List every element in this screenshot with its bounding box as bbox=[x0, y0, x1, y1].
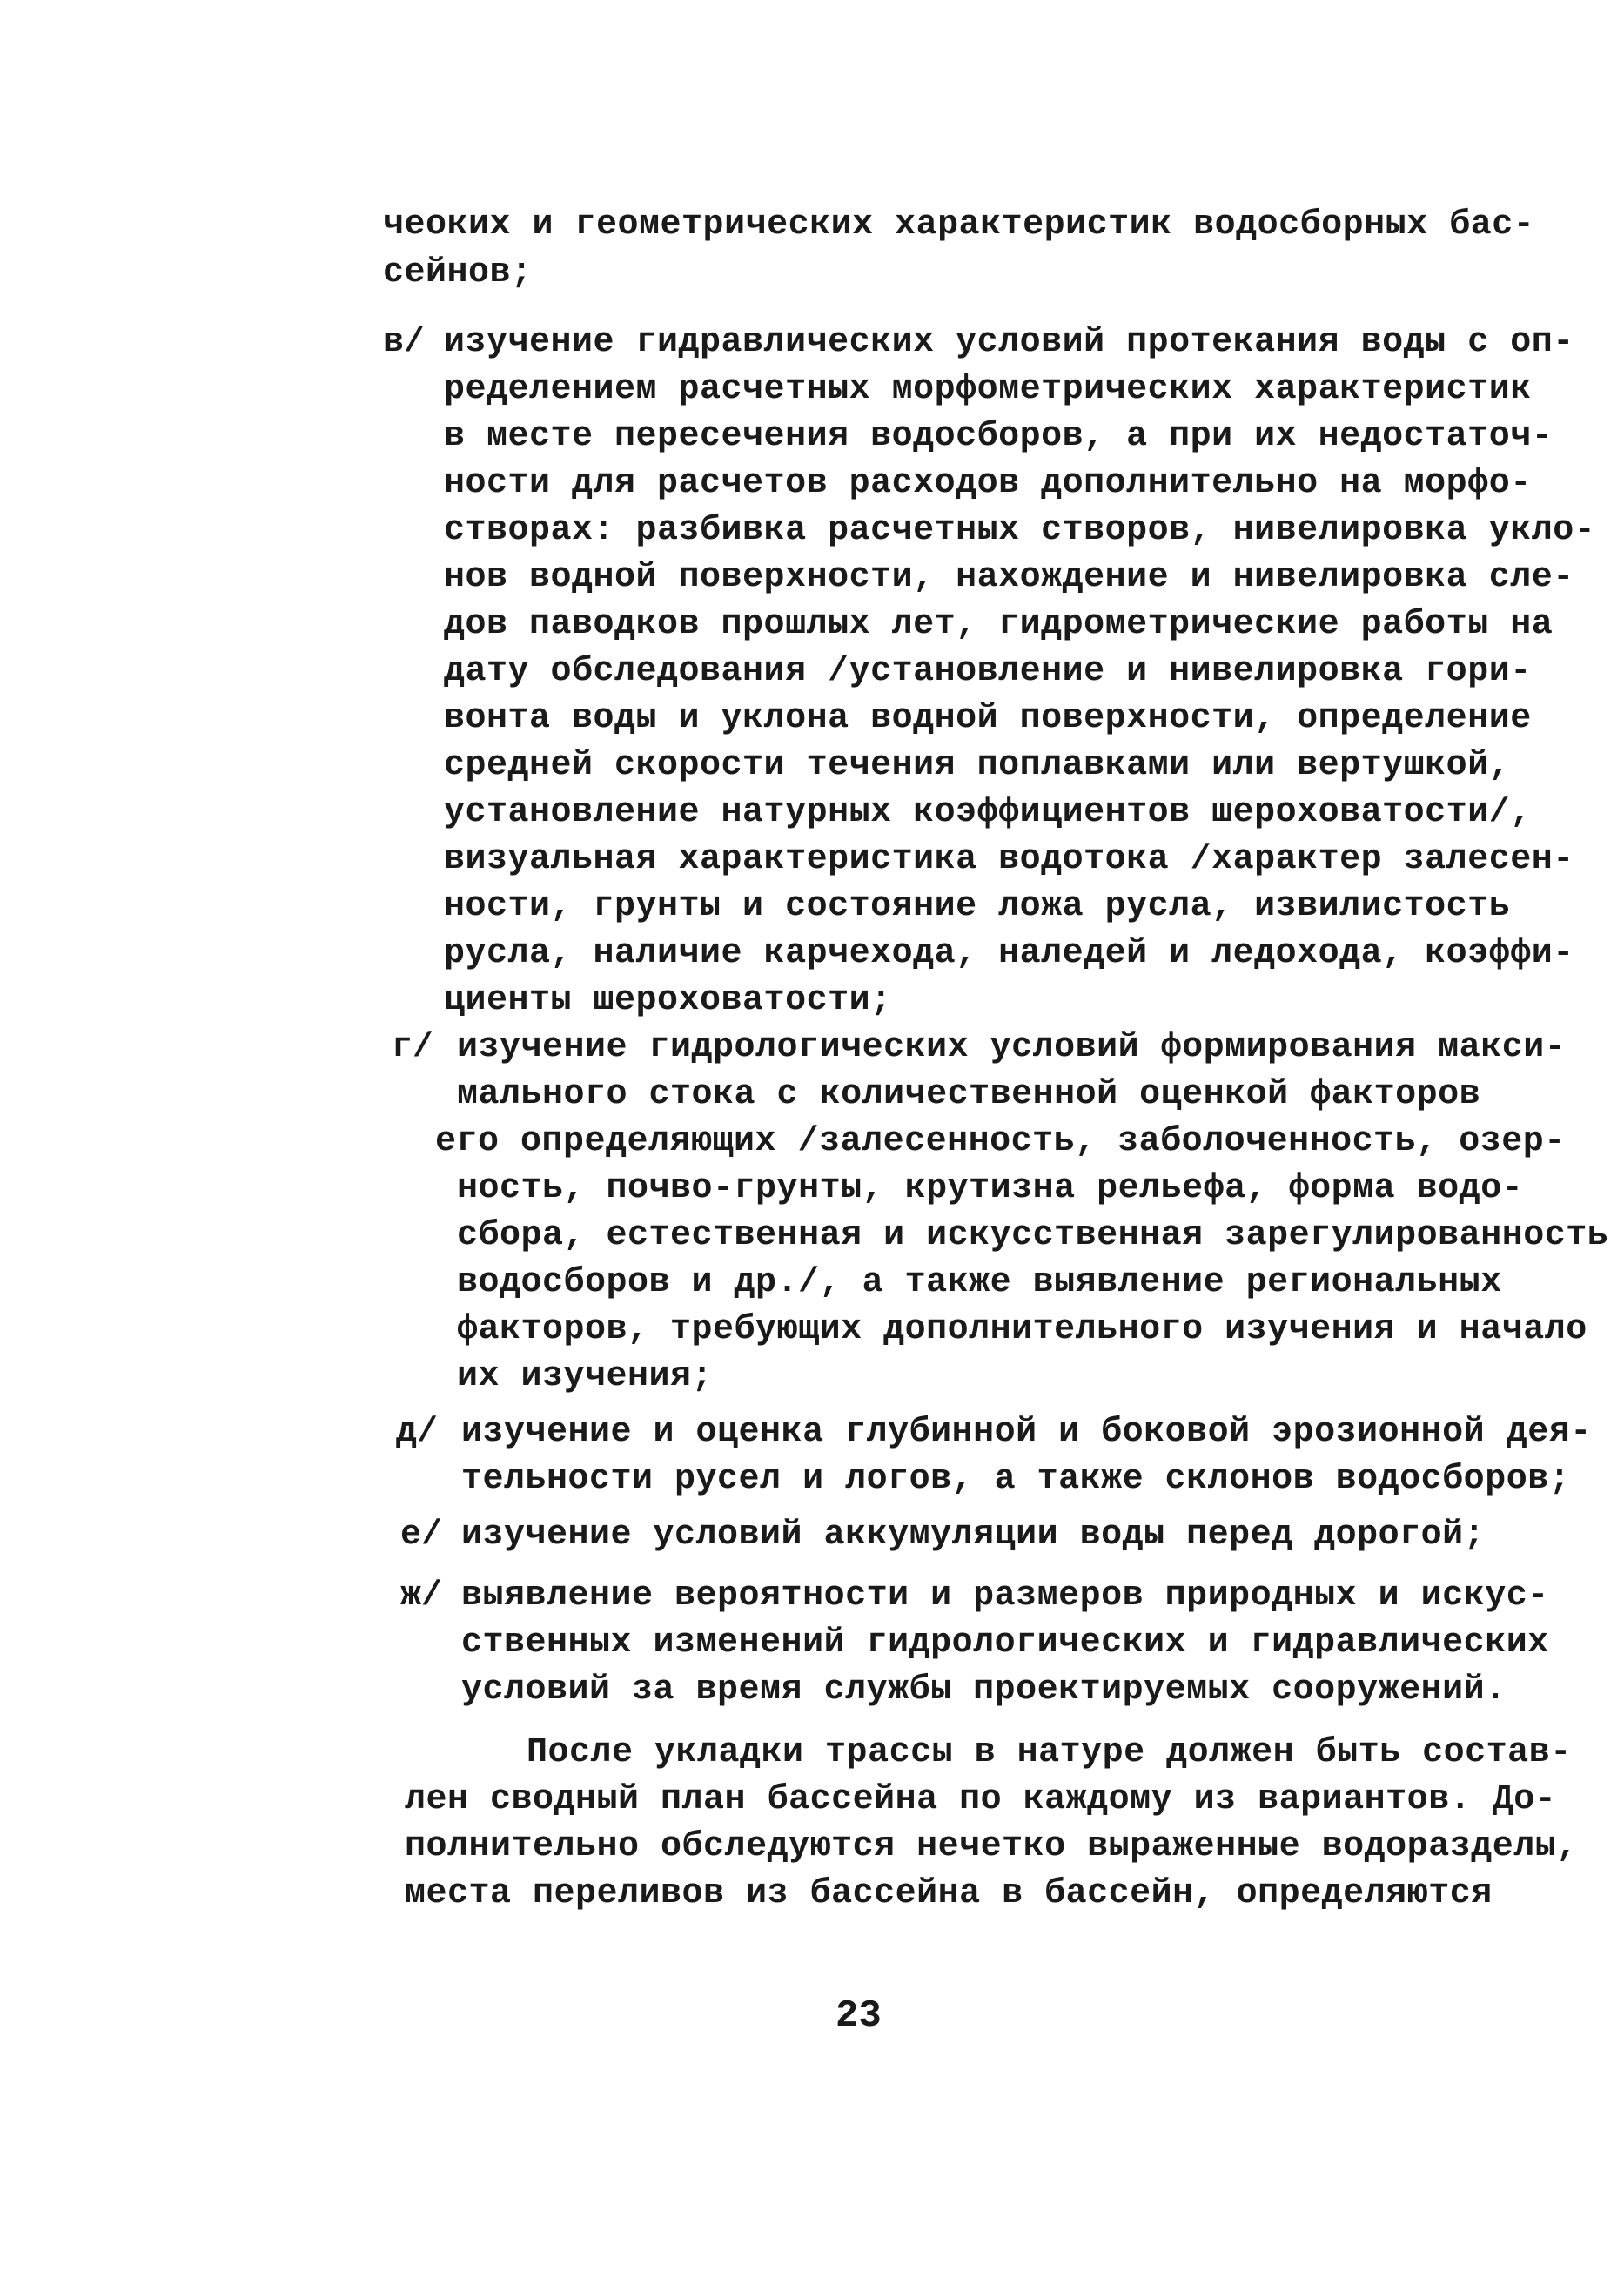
item-v-line: циенты шероховатости; bbox=[444, 981, 892, 1020]
item-v-line: установление натурных коэффициентов шероховатости/, bbox=[444, 793, 1532, 832]
item-zh-line: ственных изменений гидрологических и гидравлических bbox=[461, 1623, 1549, 1663]
item-e-line: изучение условий аккумуляции воды перед дорогой; bbox=[461, 1516, 1486, 1555]
item-v-line: русла, наличие карчехода, наледей и ледохода, коэффи- bbox=[444, 934, 1574, 973]
item-marker-zh: ж/ bbox=[400, 1576, 443, 1616]
item-g-line: его определяющих /залесенность, заболоченность, озер- bbox=[435, 1122, 1566, 1161]
item-g-line: водосборов и др./, а также выявление региональных bbox=[457, 1263, 1502, 1302]
closing-paragraph-line: После укладки трассы в натуре должен быть состав- bbox=[527, 1733, 1572, 1772]
item-zh-line: выявление вероятности и размеров природных и искус- bbox=[461, 1576, 1549, 1616]
page-number: 23 bbox=[835, 1994, 882, 2038]
item-marker-e: е/ bbox=[400, 1516, 443, 1555]
item-marker-d: д/ bbox=[396, 1413, 439, 1452]
item-v-line: ределением расчетных морфометрических характеристик bbox=[444, 370, 1532, 409]
item-v-line: изучение гидравлических условий протекания воды с оп- bbox=[444, 323, 1574, 362]
item-d-line: тельности русел и логов, а также склонов водосборов; bbox=[461, 1460, 1571, 1499]
item-v-line: визуальная характеристика водотока /характер залесен- bbox=[444, 840, 1574, 879]
item-g-line: мального стока с количественной оценкой факторов bbox=[457, 1075, 1481, 1114]
item-v-line: дов паводков прошлых лет, гидрометрические работы на bbox=[444, 605, 1554, 644]
item-zh-line: условий за время службы проектируемых сооружений. bbox=[461, 1670, 1507, 1710]
closing-paragraph-line: лен сводный план бассейна по каждому из вариантов. До- bbox=[405, 1780, 1557, 1819]
item-v-line: вонта воды и уклона водной поверхности, определение bbox=[444, 699, 1532, 738]
item-v-line: нов водной поверхности, нахождение и нивелировка сле- bbox=[444, 558, 1574, 597]
item-g-line: изучение гидрологических условий формирования макси- bbox=[457, 1028, 1567, 1067]
closing-paragraph-line: полнительно обследуются нечетко выраженные водоразделы, bbox=[405, 1827, 1578, 1866]
item-marker-g: г/ bbox=[392, 1028, 434, 1067]
item-v-line: в месте пересечения водосборов, а при их недостаточ- bbox=[444, 417, 1554, 456]
item-marker-v: в/ bbox=[383, 323, 426, 362]
item-g-line: их изучения; bbox=[457, 1357, 714, 1396]
closing-paragraph-line: места переливов из бассейна в бассейн, определяются bbox=[405, 1874, 1493, 1913]
item-g-line: сбора, естественная и искусственная зарегулированность bbox=[457, 1216, 1609, 1255]
intro-line: чеоких и геометрических характеристик водосборных бас- bbox=[383, 205, 1535, 245]
item-g-line: факторов, требующих дополнительного изучения и начало bbox=[457, 1310, 1587, 1349]
item-d-line: изучение и оценка глубинной и боковой эрозионной дея- bbox=[461, 1413, 1592, 1452]
item-v-line: ности, грунты и состояние ложа русла, извилистость bbox=[444, 887, 1511, 926]
item-v-line: дату обследования /установление и нивелировка гори- bbox=[444, 652, 1532, 691]
item-v-line: ности для расчетов расходов дополнительно на морфо- bbox=[444, 464, 1532, 503]
item-v-line: средней скорости течения поплавками или вертушкой, bbox=[444, 746, 1511, 785]
item-g-line: ность, почво-грунты, крутизна рельефа, форма водо- bbox=[457, 1169, 1524, 1208]
intro-line: сейнов; bbox=[383, 253, 533, 292]
item-v-line: створах: разбивка расчетных створов, нивелировка укло- bbox=[444, 511, 1596, 550]
